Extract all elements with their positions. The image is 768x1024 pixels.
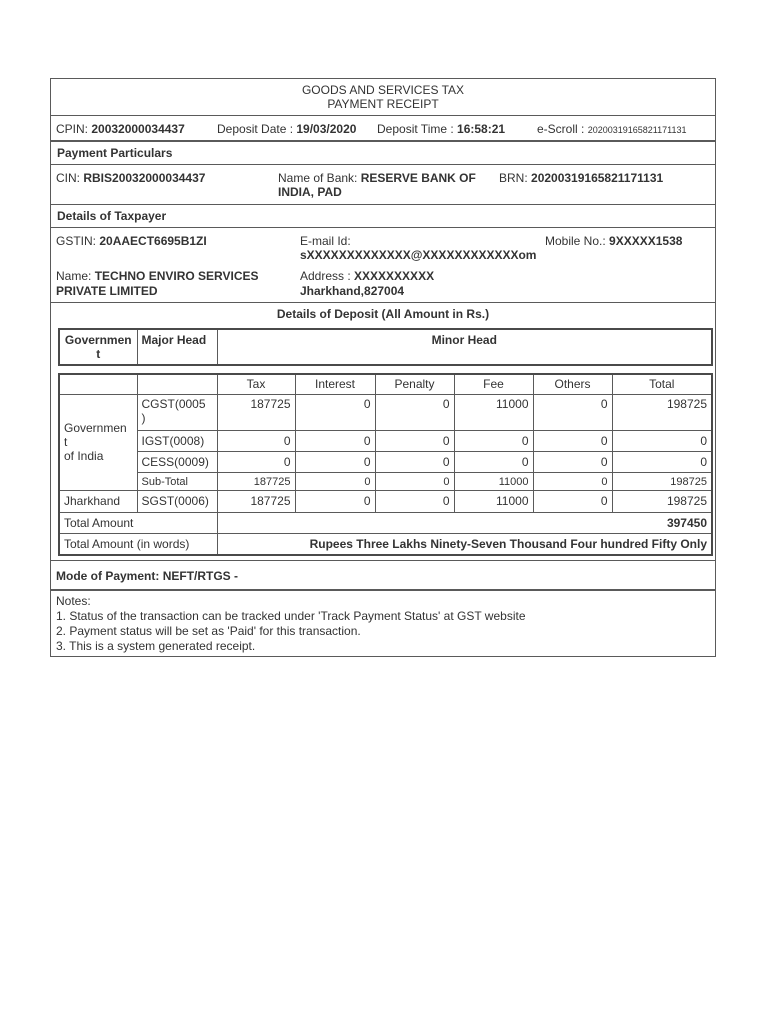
- brn-field: BRN: 20200319165821171131: [499, 171, 664, 185]
- cess-interest: 0: [295, 451, 375, 472]
- cin-field: CIN: RBIS20032000034437: [56, 171, 206, 185]
- table-row: [59, 430, 712, 451]
- head-minor: Minor Head: [217, 329, 712, 365]
- gstin-field: GSTIN: 20AAECT6695B1ZI: [56, 234, 207, 248]
- deposit-heading: Details of Deposit (All Amount in Rs.): [276, 307, 490, 321]
- deposit-head-table: [58, 328, 713, 366]
- cgst-others: 0: [533, 394, 612, 430]
- subtotal-penalty: 0: [375, 472, 454, 490]
- bank-name-value-2: INDIA, PAD: [278, 185, 342, 199]
- payment-particulars-heading: Payment Particulars: [51, 142, 715, 165]
- total-words-value: Rupees Three Lakhs Ninety-Seven Thousand Four hundred Fifty Only: [217, 533, 712, 555]
- subtotal-label: Sub-Total: [137, 472, 217, 490]
- subtotal-fee: 11000: [454, 472, 533, 490]
- name-value-2: PRIVATE LIMITED: [56, 284, 158, 298]
- col-others: Others: [533, 374, 612, 394]
- note-item: 2. Payment status will be set as 'Paid' for this transaction.: [56, 624, 361, 638]
- deposit-time-value: 16:58:21: [457, 122, 506, 136]
- title-line-2: PAYMENT RECEIPT: [327, 97, 439, 111]
- bank-name-field: Name of Bank: RESERVE BANK OF: [278, 171, 476, 185]
- col-penalty: Penalty: [375, 374, 454, 394]
- deposit-date-value: 19/03/2020: [296, 122, 357, 136]
- head-major: Major Head: [137, 329, 217, 365]
- mode-of-payment-row: [51, 561, 715, 591]
- total-words-label: Total Amount (in words): [59, 533, 217, 555]
- cgst-fee: 11000: [454, 394, 533, 430]
- sgst-tax: 187725: [217, 490, 295, 512]
- subtotal-tax: 187725: [217, 472, 295, 490]
- subtotal-total: 198725: [612, 472, 712, 490]
- cin-value: RBIS20032000034437: [83, 171, 206, 185]
- sgst-interest: 0: [295, 490, 375, 512]
- total-amount-label: Total Amount: [59, 512, 217, 533]
- sgst-penalty: 0: [375, 490, 454, 512]
- total-amount-row: [59, 512, 712, 533]
- sgst-fee: 11000: [454, 490, 533, 512]
- taxpayer-details: [51, 228, 715, 303]
- cess-others: 0: [533, 451, 612, 472]
- note-item: 3. This is a system generated receipt.: [56, 639, 256, 653]
- cgst-tax: 187725: [217, 394, 295, 430]
- subtotal-row: [59, 472, 712, 490]
- cess-total: 0: [612, 451, 712, 472]
- brn-value: 20200319165821171131: [531, 171, 664, 185]
- mode-of-payment: Mode of Payment: NEFT/RTGS -: [56, 569, 239, 583]
- column-header-row: [59, 374, 712, 394]
- cess-fee: 0: [454, 451, 533, 472]
- notes-title: Notes:: [56, 594, 91, 608]
- igst-tax: 0: [217, 430, 295, 451]
- cpin-value: 20032000034437: [91, 122, 185, 136]
- title-line-1: GOODS AND SERVICES TAX: [301, 83, 465, 97]
- cgst-penalty: 0: [375, 394, 454, 430]
- receipt-title: [51, 79, 715, 116]
- email-value: sXXXXXXXXXXXXX@XXXXXXXXXXXXom: [300, 248, 537, 262]
- name-field: Name: TECHNO ENVIRO SERVICES: [56, 269, 259, 283]
- table-row: [59, 394, 712, 430]
- mobile-field: Mobile No.: 9XXXXX1538: [545, 234, 683, 248]
- igst-fee: 0: [454, 430, 533, 451]
- major-sgst: SGST(0006): [137, 490, 217, 512]
- col-tax: Tax: [217, 374, 295, 394]
- cess-penalty: 0: [375, 451, 454, 472]
- cgst-total: 198725: [612, 394, 712, 430]
- cpin-field: CPIN: 20032000034437: [56, 122, 185, 136]
- total-amount-value: 397450: [217, 512, 712, 533]
- escroll-field: e-Scroll : 20200319165821171131: [537, 122, 687, 136]
- subtotal-others: 0: [533, 472, 612, 490]
- mode-of-payment-value: NEFT/RTGS -: [162, 569, 239, 583]
- payment-receipt: [50, 78, 716, 657]
- sgst-others: 0: [533, 490, 612, 512]
- major-cess: CESS(0009): [137, 451, 217, 472]
- address-field: Address : XXXXXXXXXX: [300, 269, 435, 283]
- igst-others: 0: [533, 430, 612, 451]
- taxpayer-heading: Details of Taxpayer: [51, 205, 715, 228]
- email-label: E-mail Id:: [300, 234, 351, 248]
- igst-penalty: 0: [375, 430, 454, 451]
- subtotal-interest: 0: [295, 472, 375, 490]
- head-government: Governmen t: [59, 329, 137, 365]
- col-fee: Fee: [454, 374, 533, 394]
- sgst-total: 198725: [612, 490, 712, 512]
- cess-tax: 0: [217, 451, 295, 472]
- deposit-amount-table: [58, 373, 713, 556]
- deposit-date-field: Deposit Date : 19/03/2020: [217, 122, 357, 136]
- notes-section: [51, 591, 715, 656]
- note-item: 1. Status of the transaction can be tracked under 'Track Payment Status' at GST website: [56, 609, 526, 623]
- igst-total: 0: [612, 430, 712, 451]
- major-igst: IGST(0008): [137, 430, 217, 451]
- cpin-row: [51, 116, 715, 142]
- payment-particulars-row: [51, 165, 715, 205]
- address-value-2: Jharkhand,827004: [300, 284, 405, 298]
- state-row: [59, 490, 712, 512]
- deposit-section: [51, 303, 715, 561]
- state-gov: Jharkhand: [59, 490, 137, 512]
- cgst-interest: 0: [295, 394, 375, 430]
- gstin-value: 20AAECT6695B1ZI: [99, 234, 207, 248]
- igst-interest: 0: [295, 430, 375, 451]
- escroll-value: 20200319165821171131: [587, 125, 687, 135]
- col-interest: Interest: [295, 374, 375, 394]
- table-row: [59, 451, 712, 472]
- deposit-time-field: Deposit Time : 16:58:21: [377, 122, 506, 136]
- mobile-value: 9XXXXX1538: [609, 234, 683, 248]
- total-words-row: [59, 533, 712, 555]
- col-total: Total: [612, 374, 712, 394]
- gov-india-cell: Governmen t of India: [59, 394, 137, 490]
- major-cgst: CGST(0005 ): [137, 394, 217, 430]
